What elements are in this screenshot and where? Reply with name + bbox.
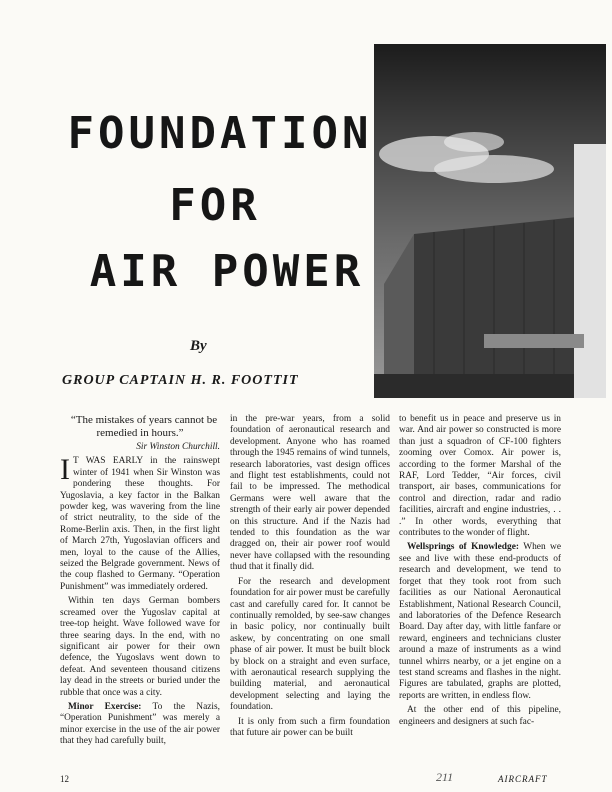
paragraph: [60, 453, 220, 593]
column-1: [60, 414, 220, 751]
paragraph: [399, 542, 561, 702]
paragraph: Within ten days German bombers screamed over the Yugoslav capital at tree-top height. Wave followed wave for three searing days. In the end, with no significant air power for their own defence, the Yugoslavs went down to defeat. And seventeen thousand citizens lay dead in the streets or buried under the rubble that once was a city.: [60, 596, 220, 698]
author: GROUP CAPTAIN H. R. FOOTTIT: [62, 373, 299, 388]
paragraph: in the pre-war years, from a solid foundation of aeronautical research and development. Anyone who has roamed through the 1945 remains of wind tunnels, research laboratories, vast design offices and flight test establishments, could not fail to be impressed. The methodical Germans were well aware that the strength of their early air power depended on this structure. And if the Nazis had tended to this foundation as the war dragged on, their air power roof would never have collapsed with the resounding thud that it finally did.: [230, 414, 390, 573]
hangar-photo: [374, 44, 606, 398]
paragraph: [60, 702, 220, 748]
drop-cap: I: [60, 453, 70, 487]
subheading: Minor Exercise:: [68, 701, 142, 712]
paragraph-text: When we see and live with these end-products of research and development, we tend to forget that they took root from such facilities as our National Aeronautical Establishment, National Research Council, and laboratories of the Defence Research Board. Day after day, with little fanfare or reward, engineers and technicians cluster around a maze of instruments as a wind tunnel whirrs nearby, or a jet engine on a test stand screams and flashes in the night. Figures are tabulated, graphs are plotted, reports are written, in endless flow.: [399, 542, 561, 701]
column-2: [230, 414, 390, 742]
paragraph: to benefit us in peace and preserve us in war. And air power so constructed is more than just a squadron of CF-100 fighters zooming over Comox. Air power is, according to the former Marshal of the RAF, Lord Tedder, “Air forces, civil transport, air bases, communications for control and direction, radar and radio facilities, aircraft and engine industries, . . .” In other words, everything that contributes to the wonder of flight.: [399, 414, 561, 539]
handwritten-number: 211: [436, 770, 454, 784]
page-number: 12: [60, 774, 69, 784]
hangar-photo-illustration: [374, 44, 606, 398]
paragraph-text: To the Nazis, “Operation Punishment” was merely a minor exercise in the use of the air power that they had carefully built,: [60, 701, 220, 747]
column-3: [399, 414, 561, 731]
epigraph-quote: “The mistakes of years cannot be remedied in hours.”: [70, 414, 218, 439]
paragraph: For the research and development foundation for air power must be carefully cast and carefully cared for. It cannot be continually remolded, by see-saw changes in basic policy, nor continually built askew, by concentrating on one small phase of air power. It must be built block by block on a straight and even surface, with aeronautical research supplying the building material, and aeronautical development selecting and laying the foundation.: [230, 576, 390, 713]
subheading: Wellsprings of Knowledge:: [407, 542, 519, 553]
title-line-2: FOR: [169, 180, 261, 231]
byline: By: [190, 338, 207, 354]
magazine-name: AIRCRAFT: [498, 774, 548, 784]
paragraph: At the other end of this pipeline, engineers and designers at such fac-: [399, 705, 561, 727]
paragraph-text: T WAS EARLY in the rainswept winter of 1941 when Sir Winston was pondering these thoughts. For Yugoslavia, a key factor in the Balkan powder keg, was wavering from the line of strict neutrality, to the side of the Rome-Berlin axis. Then, in the first light of March 27th, Yugoslavian officers and men, loyal to the cause of the Allies, seized the Belgrade government. News of the coup flashed to Germany. “Operation Punishment” was immediately ordered.: [60, 456, 220, 592]
epigraph-source: Sir Winston Churchill.: [136, 442, 220, 452]
title-line-1: FOUNDATION: [67, 108, 373, 159]
title-line-3: AIR POWER: [89, 246, 365, 297]
paragraph: It is only from such a firm foundation that future air power can be built: [230, 716, 390, 738]
